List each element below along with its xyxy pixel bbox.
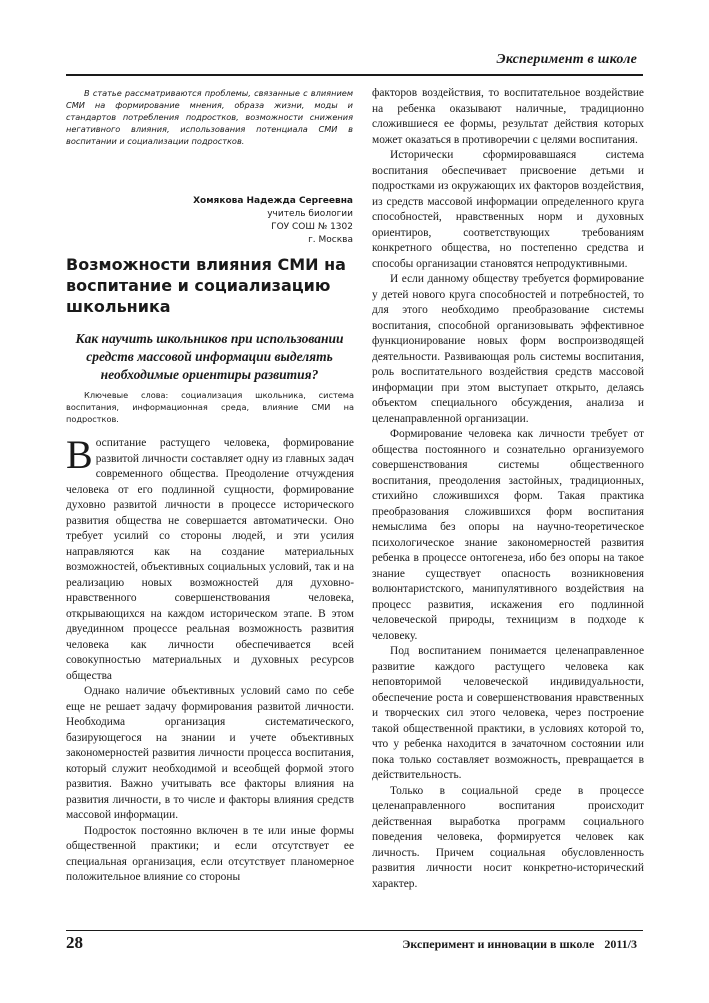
article-lead-question: Как научить школьников при использовании средств массовой информации выделять необходимые ориентиры развития? (75, 331, 344, 382)
paragraph-text: оспитание растущего человека, формирование развитой личности составляет одну из главных задач современного общества. Преодоление отчуждения человека от его подлинной сущности, формирование духовно развитой личности в процессе исторического развития общества не совершается автоматически. Оно требует усилий со стороны людей, и эти усилия направляются как на создание материальных возможностей, объективных социальных условий, так и на реализацию новых возможностей для духовно-нравственного совершенствования человека, открывающихся на каждом историческом этапе. В этом двуединном процессе реальная возможность развития человека как личности обеспечивается всей совокупностью материальных и духовных ресурсов общества (66, 437, 354, 682)
footer-issue: 2011/3 (604, 937, 637, 951)
paragraph: факторов воздействия, то воспитательное воздействие на ребенка оказывают наличные, традиционно сложившиеся ее формы, результат действия которых может оказаться в противоречии с целями воспитания. (372, 87, 644, 146)
paragraph: Только в социальной среде в процессе целенаправленного воспитания происходит действенная выработка программ социального поведения человека, формируется человек как личность. Причем социальная обусловленность развития личности носит конкретно-исторический характер. (372, 784, 644, 890)
author-name: Хомякова Надежда Сергеевна (193, 196, 353, 206)
page-number: 28 (66, 933, 83, 952)
footer-journal-name: Эксперимент и инновации в школе (402, 937, 595, 951)
footer-divider (66, 930, 643, 931)
keywords-text: социализация школьника, система воспитания, информационная среда, влияние СМИ на подростков. (66, 390, 355, 424)
paragraph: Однако наличие объективных условий само по себе еще не решает задачу формирования развитой личности. Необходима организация систематического, базирующегося на знании и учете объективных закономерностей развития личности процесса воспитания, который служит необходимой и всеобщей формой этого развития. Важно учитывать все факторы влияния на развития личности, в то числе и факторы влияния средств массовой информации. (66, 685, 354, 821)
paragraph: Под воспитанием понимается целенаправленное развитие каждого растущего человека как неповторимой человеческой индивидуальности, обеспечение роста и совершенствования нравственных и творческих сил этого человека, через построение такой общественной практики, в условиях которой то, что у ребенка находится в зачаточном состоянии или пока только составляет возможность, превращается в действительность. (372, 645, 644, 781)
author-position: учитель биологии (267, 209, 353, 219)
paragraph: И если данному обществу требуется формирование у детей нового круга способностей и потребностей, то для этого необходимо преобразование системы воспитания, способной организовывать эффективное функционирование новых форм воспроизводящей деятельности. Развивающая роль системы воспитания, роль воспитательного воздействия средств массовой информации при этом выступает открыто, делаясь объектом специального обсуждения, анализа и целенаправленной организации. (372, 273, 644, 425)
abstract: В статье рассматриваются проблемы, связанные с влиянием СМИ на формирование мнения, образа жизни, моды и стандартов потребления подростков, возможности снижения негативного влияния, использования потенциала СМИ в воспитании и социализации подростков. (66, 88, 353, 146)
keywords-label: Ключевые слова: (84, 390, 169, 400)
header-divider (66, 74, 643, 76)
body-right-column (372, 86, 644, 892)
paragraph (66, 432, 354, 684)
author-school: ГОУ СОШ № 1302 (271, 222, 353, 232)
footer-journal (402, 937, 637, 952)
paragraph: Формирование человека как личности требует от общества постоянного и сознательно организуемого совершенствования системы общественного воспитания, преодоления застойных, традиционных, стихийно сложившихся форм. Такая практика преобразования сложившихся форм воспитания немыслима без опоры на научно-теоретическое психологическое знание закономерностей развития ребенка в процессе онтогенеза, ибо без опоры на такое знание существует опасность возникновения волюнтаристского, манипулятивного воздействия на процесс развития, искажения его подлинной человеческой природы, техницизм в подходе к человеку. (372, 428, 644, 642)
article-title: Возможности влияния СМИ на воспитание и социализацию школьника (66, 255, 346, 316)
body-left-column (66, 432, 354, 886)
author-city: г. Москва (308, 235, 353, 245)
keywords (66, 389, 354, 425)
author-block (193, 195, 353, 247)
paragraph: Исторически сформировавшаяся система воспитания обеспечивает присвоение детьми и подростками из окружающих их факторов воздействия, из средств массовой информации определенного круга способностей, нравственных норм и духовных ориентиров, соответствующих требованиям конкретного общества, но постепенно средства и способы организации становятся непродуктивными. (372, 149, 644, 270)
paragraph: Подросток постоянно включен в те или иные формы общественной практики; и если отсутствует ее специальная организация, если отсутствует планомерное положительное влияние со стороны (66, 824, 354, 883)
journal-section-title: Эксперимент в школе (496, 52, 637, 67)
drop-cap: В (66, 432, 93, 477)
